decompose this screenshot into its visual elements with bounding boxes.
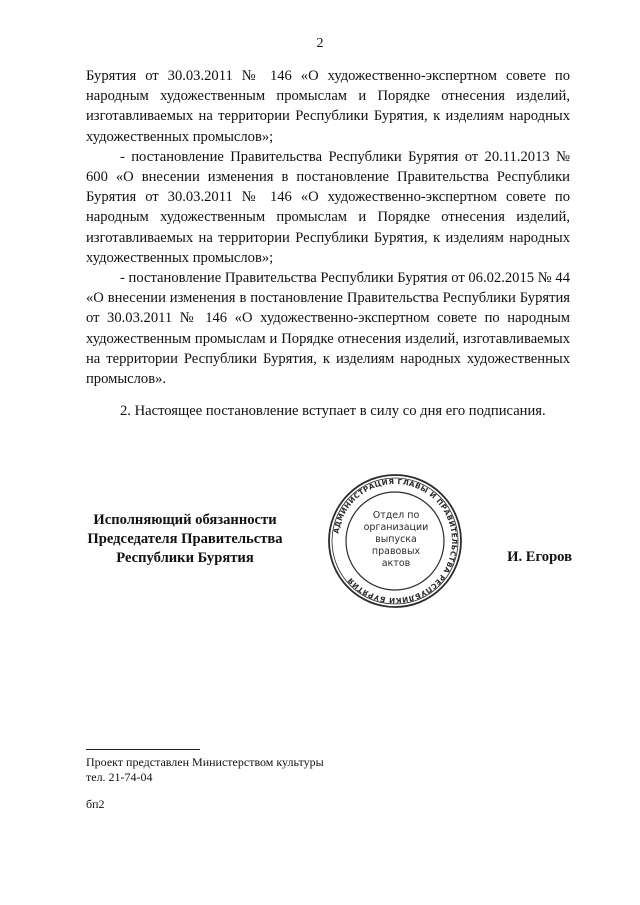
footer-divider bbox=[86, 749, 200, 750]
stamp-line-5: актов bbox=[381, 558, 411, 569]
stamp-line-4: правовых bbox=[371, 546, 421, 557]
footer-line-1: Проект представлен Министерством культуры bbox=[86, 755, 324, 769]
paragraph-resolution-2015: - постановление Правительства Республики Бурятия от 06.02.2015 № 44 «О внесении изменения в постановление Правительства Республики Бурятия от 30.03.2011 № 146 «О художественно-экспертном совете по народным художественным промыслам и Порядке отнесения изделий, изготавливаемых на территории Республики Бурятия, к изделиям народных художественных промыслов». bbox=[86, 270, 570, 388]
stamp-line-3: выпуска bbox=[375, 534, 417, 545]
signatory-position-line-3: Республики Бурятия bbox=[116, 550, 254, 566]
document-body bbox=[86, 66, 570, 421]
signatory-name: И. Егоров bbox=[507, 549, 572, 565]
footer-code: бп2 bbox=[86, 797, 105, 811]
footer-line-2: тел. 21-74-04 bbox=[86, 770, 153, 784]
paragraph-continuation: Бурятия от 30.03.2011 № 146 «О художественно-экспертном совете по народным художественным промыслам и Порядке отнесения изделий, изготавливаемых на территории Республики Бурятия, к изделиям народных художественных промыслов»; bbox=[86, 68, 570, 145]
page-number: 2 bbox=[316, 36, 324, 51]
stamp-line-1: Отдел по bbox=[372, 510, 420, 521]
stamp-ring-text: АДМИНИСТРАЦИЯ ГЛАВЫ И ПРАВИТЕЛЬСТВА РЕСПУБЛИКИ БУРЯТИЯ bbox=[331, 476, 460, 606]
official-stamp bbox=[326, 472, 464, 610]
signatory-position bbox=[78, 511, 292, 568]
signatory-position-line-1: Исполняющий обязанности bbox=[93, 512, 277, 528]
signatory-position-line-2: Председателя Правительства bbox=[87, 531, 283, 547]
stamp-line-2: организации bbox=[363, 522, 429, 533]
paragraph-resolution-2013: - постановление Правительства Республики Бурятия от 20.11.2013 № 600 «О внесении изменения в постановление Правительства Республики Бурятия от 30.03.2011 № 146 «О художественно-экспертном совете по народным художественным промыслам и Порядке отнесения изделий, изготавливаемых на территории Республики Бурятия, к изделиям народных художественных промыслов»; bbox=[86, 148, 570, 266]
clause-2: 2. Настоящее постановление вступает в силу со дня его подписания. bbox=[120, 403, 546, 420]
footer-note bbox=[86, 755, 386, 785]
